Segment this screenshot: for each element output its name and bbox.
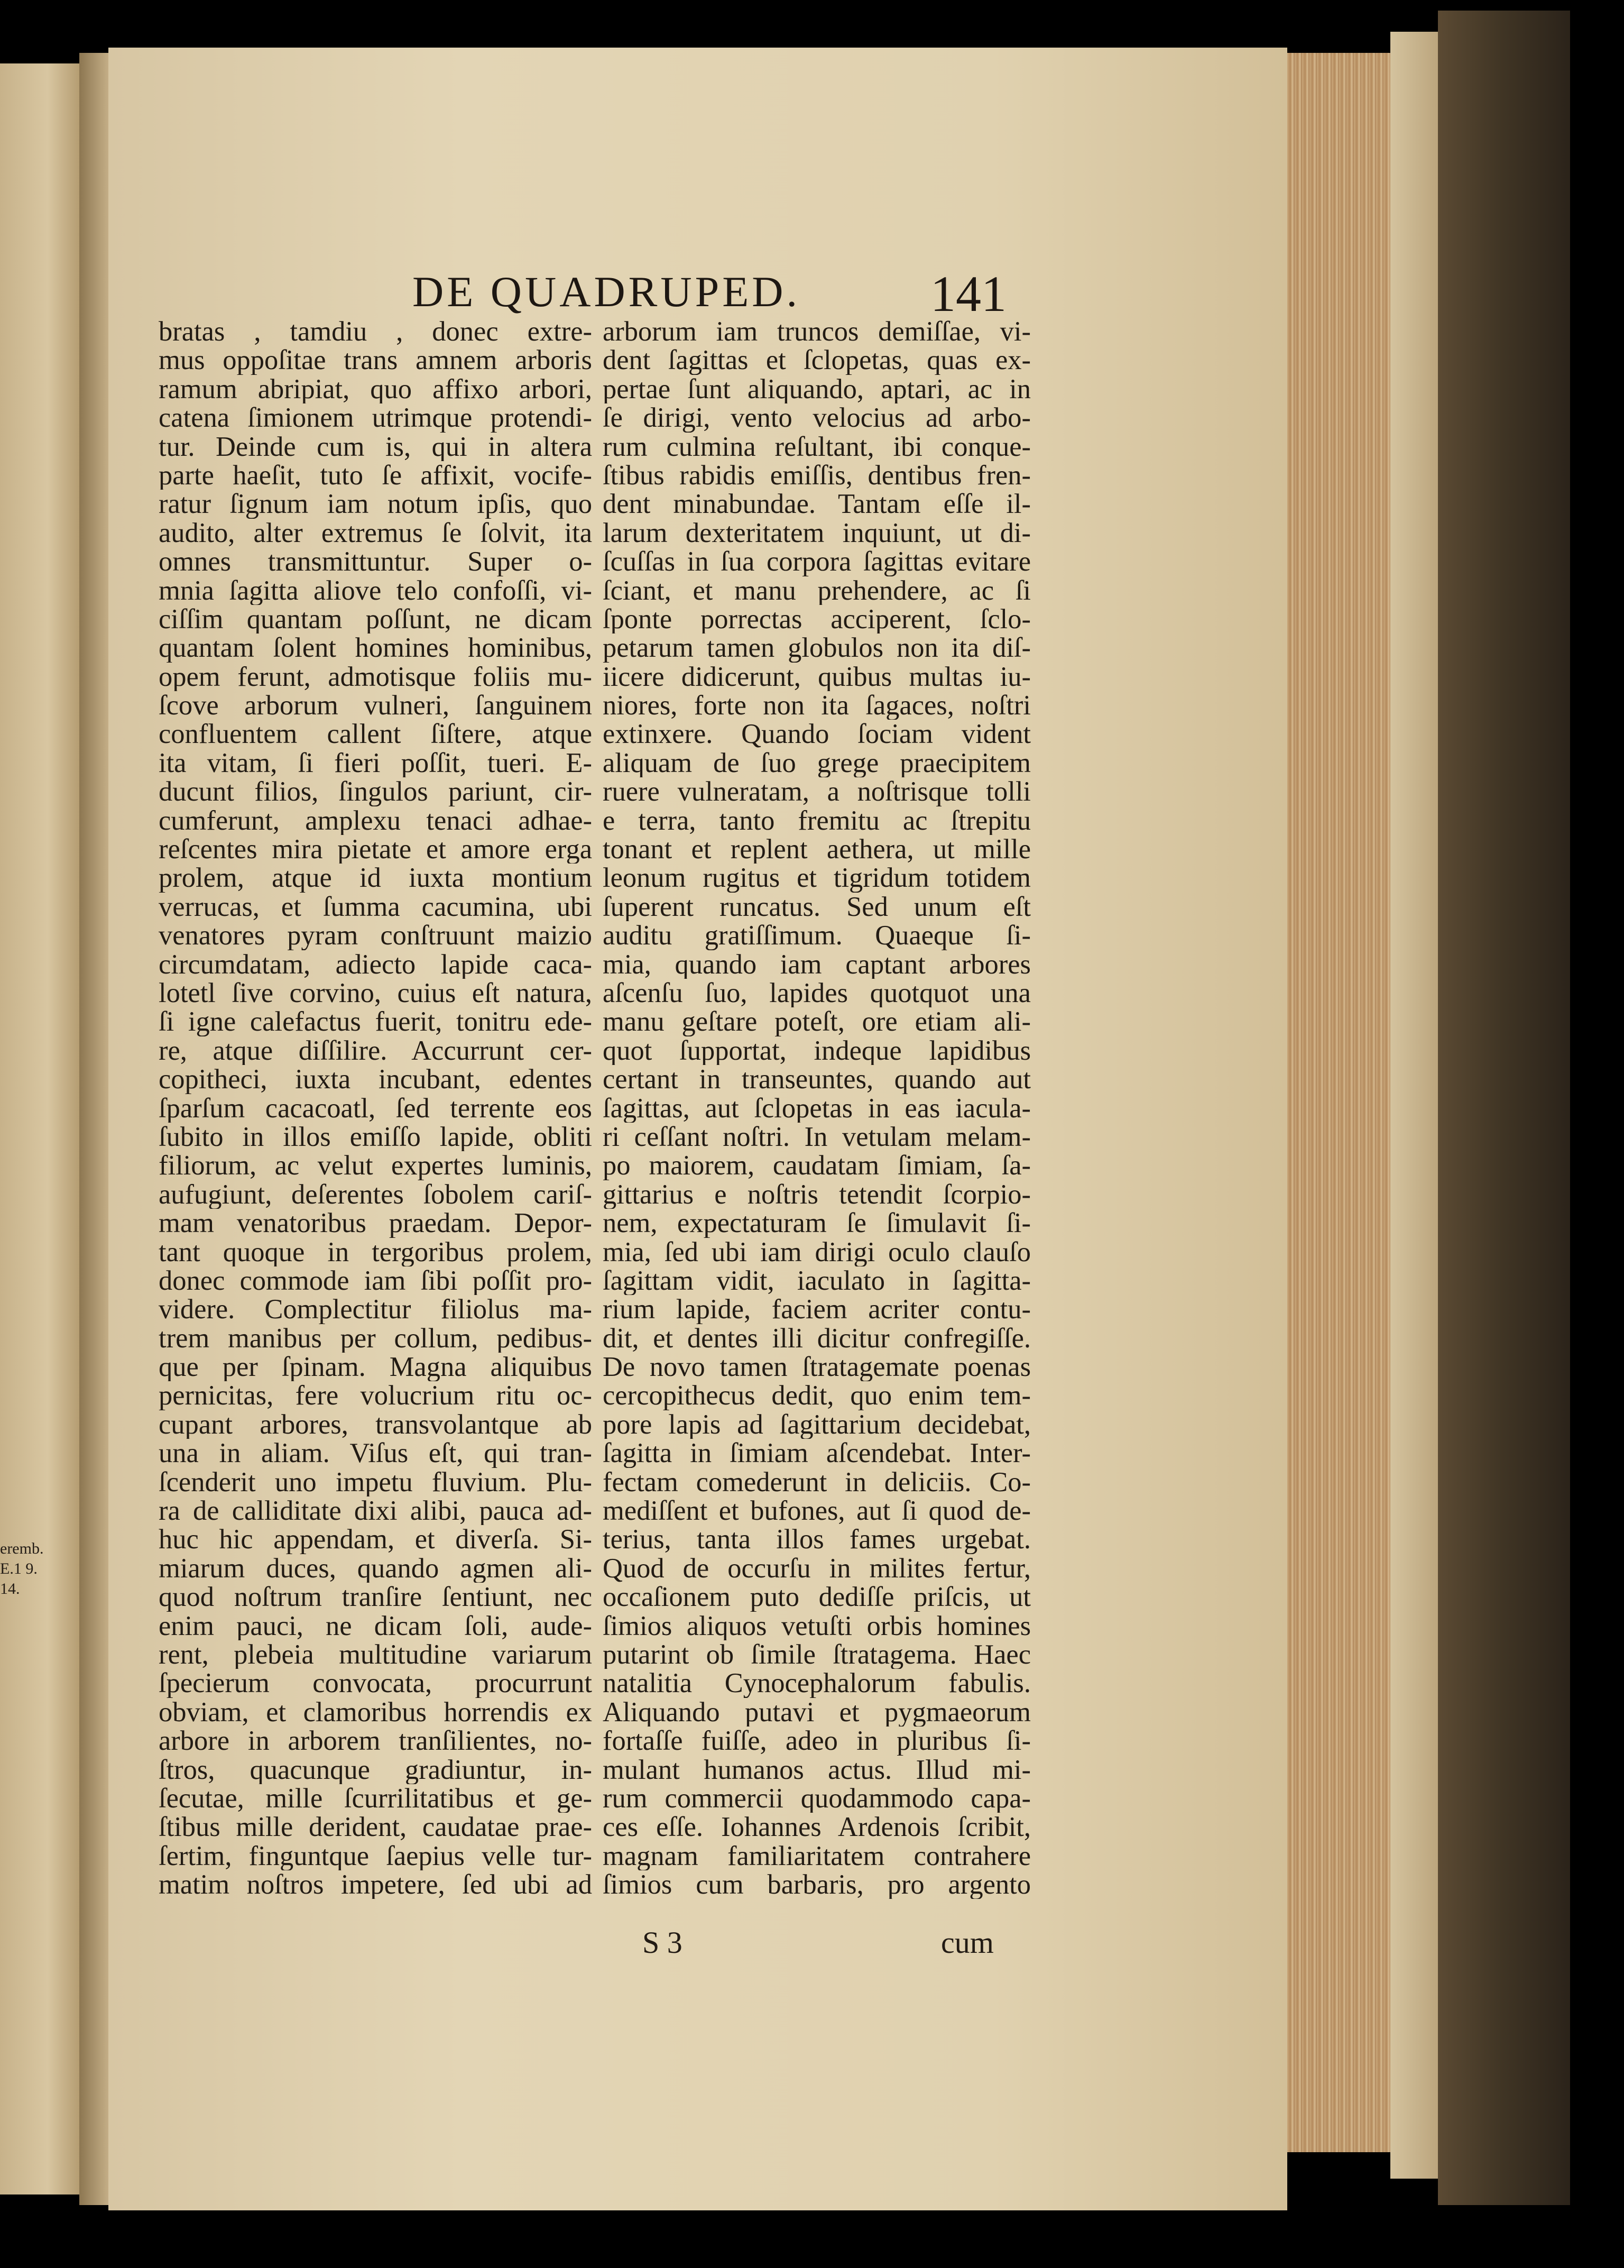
text-line: nem, expectaturam ſe ſimulavit ſi-: [603, 1209, 1031, 1238]
text-line: obviam, et clamoribus horrendis ex: [159, 1697, 592, 1727]
text-line: fortaſſe fuiſſe, adeo in pluribus ſi-: [603, 1727, 1031, 1756]
text-line: ita vitam, ſi fieri poſſit, tueri. E-: [159, 748, 592, 778]
text-line: occaſionem puto dediſſe priſcis, ut: [603, 1583, 1031, 1612]
text-line: cercopithecus dedit, quo enim tem-: [603, 1381, 1031, 1410]
text-line: manu geſtare poteſt, ore etiam ali-: [603, 1007, 1031, 1036]
text-line: ſcove arborum vulneri, ſanguinem: [159, 691, 592, 720]
text-line: mulant humanos actus. Illud mi-: [603, 1755, 1031, 1784]
text-line: certant in transeuntes, quando aut: [603, 1065, 1031, 1094]
text-line: terius, tanta illos fames urgebat.: [603, 1525, 1031, 1554]
page-number: 141: [930, 265, 1007, 322]
text-line: ratur ſignum iam notum ipſis, quo: [159, 490, 592, 519]
text-line: copitheci, iuxta incubant, edentes: [159, 1065, 592, 1094]
text-line: rium lapide, faciem acriter contu-: [603, 1295, 1031, 1324]
facing-page-edge: [0, 63, 79, 2194]
text-line: iicere didicerunt, quibus multas iu-: [603, 662, 1031, 692]
text-line: ciſſim quantam poſſunt, ne dicam: [159, 604, 592, 634]
margin-note: [0, 1539, 74, 1599]
text-line: arbore in arborem tranſilientes, no-: [159, 1727, 592, 1756]
text-line: ſubito in illos emiſſo lapide, obliti: [159, 1122, 592, 1152]
text-line: ruere vulneratam, a noſtrisque tolli: [603, 777, 1031, 806]
text-line: enim pauci, ne dicam ſoli, aude-: [159, 1611, 592, 1640]
text-line: opem ferunt, admotisque foliis mu-: [159, 662, 592, 692]
margin-note-line: eremb.: [0, 1540, 44, 1557]
text-line: pertae ſunt aliquando, aptari, ac in: [603, 374, 1031, 404]
text-line: ſponte porrectas acciperent, ſclo-: [603, 604, 1031, 634]
text-line: fectam comederunt in deliciis. Co-: [603, 1467, 1031, 1497]
text-line: mediſſent et bufones, aut ſi quod de-: [603, 1496, 1031, 1526]
text-line: quod noſtrum tranſire ſentiunt, nec: [159, 1583, 592, 1612]
text-line: que per ſpinam. Magna aliquibus: [159, 1353, 592, 1382]
text-line: tur. Deinde cum is, qui in altera: [159, 432, 592, 461]
text-line: auditu gratiſſimum. Quaeque ſi-: [603, 921, 1031, 950]
text-line: rum culmina reſultant, ibi conque-: [603, 432, 1031, 461]
text-line: ſciant, et manu prehendere, ac ſi: [603, 576, 1031, 605]
text-line: mia, ſed ubi iam dirigi oculo clauſo: [603, 1237, 1031, 1266]
text-line: videre. Complectitur filiolus ma-: [159, 1295, 592, 1324]
text-line: quantam ſolent homines hominibus,: [159, 633, 592, 663]
text-line: mnia ſagitta aliove telo confoſſi, vi-: [159, 576, 592, 605]
text-line: trem manibus per collum, pedibus-: [159, 1324, 592, 1353]
text-line: ſpecierum convocata, procurrunt: [159, 1669, 592, 1698]
text-line: huc hic appendam, et diverſa. Si-: [159, 1525, 592, 1554]
text-line: ſe dirigi, vento velocius ad arbo-: [603, 403, 1031, 433]
text-line: Quod de occurſu in milites fertur,: [603, 1554, 1031, 1583]
text-line: ſi igne calefactus fuerit, tonitru ede-: [159, 1007, 592, 1036]
text-line: catena ſimionem utrimque protendi-: [159, 403, 592, 433]
text-line: po maiorem, caudatam ſimiam, ſa-: [603, 1151, 1031, 1180]
text-line: ramum abripiat, quo affixo arbori,: [159, 374, 592, 404]
text-line: magnam familiaritatem contrahere: [603, 1841, 1031, 1871]
text-line: niores, forte non ita ſagaces, noſtri: [603, 691, 1031, 720]
text-line: pernicitas, fere volucrium ritu oc-: [159, 1381, 592, 1410]
text-line: confluentem callent ſiſtere, atque: [159, 720, 592, 749]
text-line: rum commercii quodammodo capa-: [603, 1784, 1031, 1813]
text-line: ſcenderit uno impetu fluvium. Plu-: [159, 1467, 592, 1497]
text-line: ſagittam vidit, iaculato in ſagitta-: [603, 1266, 1031, 1296]
text-line: ſertim, finguntque ſaepius velle tur-: [159, 1841, 592, 1871]
text-line: arborum iam truncos demiſſae, vi-: [603, 317, 1031, 346]
text-line: putarint ob ſimile ſtratagema. Haec: [603, 1640, 1031, 1669]
text-line: De novo tamen ſtratagemate poenas: [603, 1353, 1031, 1382]
text-line: dit, et dentes illi dicitur confregiſſe.: [603, 1324, 1031, 1353]
text-column-right: [603, 317, 1031, 1899]
text-line: pore lapis ad ſagittarium decidebat,: [603, 1410, 1031, 1439]
text-line: ſimios cum barbaris, pro argento: [603, 1870, 1031, 1899]
text-line: aſcenſu ſuo, lapides quotquot una: [603, 978, 1031, 1008]
text-line: ſtros, quacunque gradiuntur, in-: [159, 1755, 592, 1784]
text-line: ces eſſe. Iohannes Ardenois ſcribit,: [603, 1813, 1031, 1842]
text-line: ſparſum cacacoatl, ſed terrente eos: [159, 1094, 592, 1123]
binding-spine: [1438, 11, 1570, 2205]
text-line: natalitia Cynocephalorum fabulis.: [603, 1669, 1031, 1698]
text-column-left: [159, 317, 592, 1899]
text-line: lotetl ſive corvino, cuius eſt natura,: [159, 978, 592, 1008]
text-line: audito, alter extremus ſe ſolvit, ita: [159, 518, 592, 548]
text-line: ri ceſſant noſtri. In vetulam melam-: [603, 1122, 1031, 1152]
text-line: ſagittas, aut ſclopetas in eas iacula-: [603, 1094, 1031, 1123]
text-line: ſcuſſas in ſua corpora ſagittas evitare: [603, 547, 1031, 576]
text-line: donec commode iam ſibi poſſit pro-: [159, 1266, 592, 1296]
text-line: ra de calliditate dixi alibi, pauca ad-: [159, 1496, 592, 1526]
text-line: cumferunt, amplexu tenaci adhae-: [159, 806, 592, 835]
text-line: venatores pyram conſtruunt maizio: [159, 921, 592, 950]
text-line: matim noſtros impetere, ſed ubi ad: [159, 1870, 592, 1899]
text-line: circumdatam, adiecto lapide caca-: [159, 950, 592, 979]
text-line: cupant arbores, transvolantque ab: [159, 1410, 592, 1439]
text-line: Aliquando putavi et pygmaeorum: [603, 1697, 1031, 1727]
text-line: leonum rugitus et tigridum totidem: [603, 864, 1031, 893]
text-line: mia, quando iam captant arbores: [603, 950, 1031, 979]
text-line: prolem, atque id iuxta montium: [159, 864, 592, 893]
text-line: ſuperent runcatus. Sed unum eſt: [603, 892, 1031, 922]
catchword: cum: [941, 1925, 994, 1960]
text-line: mus oppoſitae trans amnem arboris: [159, 346, 592, 375]
text-line: petarum tamen globulos non ita diſ-: [603, 633, 1031, 663]
text-line: reſcentes mira pietate et amore erga: [159, 835, 592, 864]
margin-note-line: E.1 9.: [0, 1560, 38, 1577]
text-line: tonant et replent aethera, ut mille: [603, 835, 1031, 864]
running-head: DE QUADRUPED.: [412, 268, 800, 316]
text-line: e terra, tanto fremitu ac ſtrepitu: [603, 806, 1031, 835]
text-line: bratas , tamdiu , donec extre-: [159, 317, 592, 346]
text-line: rent, plebeia multitudine variarum: [159, 1640, 592, 1669]
text-line: quot ſupportat, indeque lapidibus: [603, 1036, 1031, 1066]
text-line: extinxere. Quando ſociam vident: [603, 720, 1031, 749]
text-line: dent minabundae. Tantam eſſe il-: [603, 490, 1031, 519]
text-line: aliquam de ſuo grege praecipitem: [603, 748, 1031, 778]
text-line: ſtibus rabidis emiſſis, dentibus fren-: [603, 461, 1031, 490]
text-line: ducunt filios, ſingulos pariunt, cir-: [159, 777, 592, 806]
text-line: mam venatoribus praedam. Depor-: [159, 1209, 592, 1238]
text-line: miarum duces, quando agmen ali-: [159, 1554, 592, 1583]
text-line: ſagitta in ſimiam aſcendebat. Inter-: [603, 1439, 1031, 1468]
margin-note-line: 14.: [0, 1580, 20, 1597]
text-line: tant quoque in tergoribus prolem,: [159, 1237, 592, 1266]
text-line: ſtibus mille derident, caudatae prae-: [159, 1813, 592, 1842]
text-line: aufugiunt, deſerentes ſobolem cariſ-: [159, 1180, 592, 1209]
text-line: dent ſagittas et ſclopetas, quas ex-: [603, 346, 1031, 375]
text-line: omnes transmittuntur. Super o-: [159, 547, 592, 576]
text-line: ſimios aliquos vetuſti orbis homines: [603, 1611, 1031, 1640]
text-line: re, atque diſſilire. Accurrunt cer-: [159, 1036, 592, 1066]
text-line: parte haeſit, tuto ſe affixit, vocife-: [159, 461, 592, 490]
text-line: larum dexteritatem inquiunt, ut di-: [603, 518, 1031, 548]
text-line: una in aliam. Viſus eſt, qui tran-: [159, 1439, 592, 1468]
signature-mark: S 3: [642, 1925, 682, 1960]
book-gutter: [79, 53, 111, 2205]
text-line: ſecutae, mille ſcurrilitatibus et ge-: [159, 1784, 592, 1813]
text-line: gittarius e noſtris tetendit ſcorpio-: [603, 1180, 1031, 1209]
text-line: verrucas, et ſumma cacumina, ubi: [159, 892, 592, 922]
back-cover-board: [1390, 32, 1443, 2179]
page-block-edges: [1287, 53, 1393, 2152]
text-line: filiorum, ac velut expertes luminis,: [159, 1151, 592, 1180]
